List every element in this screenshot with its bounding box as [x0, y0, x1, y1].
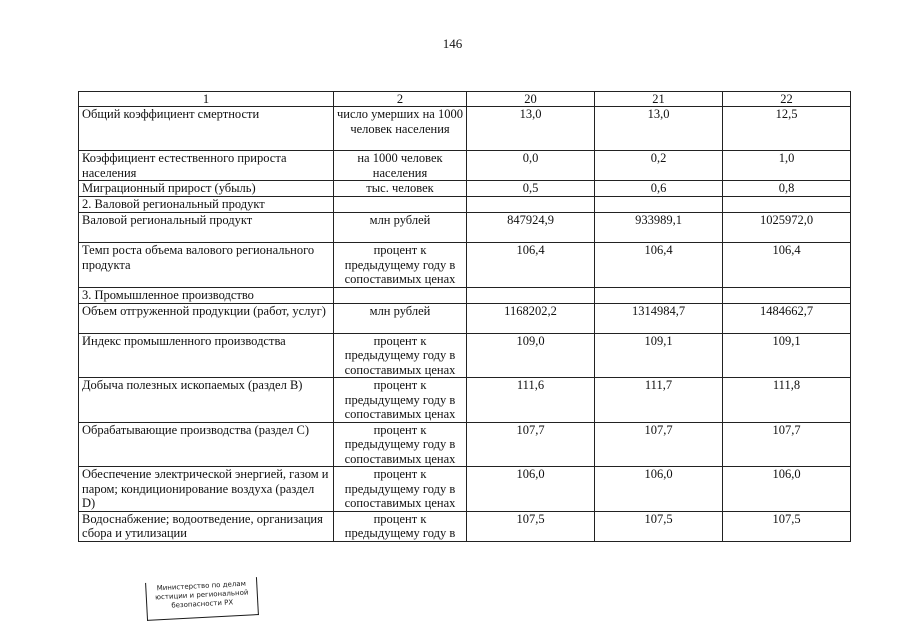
header-col-5: 22 [723, 92, 851, 107]
header-col-4: 21 [595, 92, 723, 107]
empty-cell [334, 197, 467, 213]
header-row [79, 92, 851, 107]
stamp-line-2: юстиции и региональной [154, 588, 249, 602]
indicators-table [78, 91, 851, 542]
value-col-22: 0,8 [723, 181, 851, 197]
value-col-21: 933989,1 [595, 213, 723, 243]
indicator-name: Добыча полезных ископаемых (раздел B) [79, 378, 334, 423]
unit-cell: тыс. человек [334, 181, 467, 197]
value-col-22: 106,0 [723, 467, 851, 512]
table-body [79, 107, 851, 542]
empty-cell [334, 287, 467, 303]
value-col-21: 0,2 [595, 151, 723, 181]
unit-cell: число умерших на 1000 человек населения [334, 107, 467, 151]
indicator-name: Коэффициент естественного прироста населения [79, 151, 334, 181]
value-col-20: 1168202,2 [467, 303, 595, 333]
table-row [79, 303, 851, 333]
page-number: 146 [442, 36, 463, 51]
value-col-20: 109,0 [467, 333, 595, 378]
table-row [79, 511, 851, 541]
value-col-21: 109,1 [595, 333, 723, 378]
value-col-22: 1,0 [723, 151, 851, 181]
table-row [79, 378, 851, 423]
indicator-name: Обеспечение электрической энергией, газом и паром; кондиционирование воздуха (раздел D) [79, 467, 334, 512]
value-col-21: 106,4 [595, 243, 723, 288]
empty-cell [595, 287, 723, 303]
value-col-21: 107,7 [595, 422, 723, 467]
empty-cell [467, 197, 595, 213]
header-col-2: 2 [334, 92, 467, 107]
value-col-22: 1484662,7 [723, 303, 851, 333]
indicator-name: Валовой региональный продукт [79, 213, 334, 243]
registration-stamp [145, 577, 259, 621]
section-title: 3. Промышленное производство [79, 287, 334, 303]
indicator-name: Миграционный прирост (убыль) [79, 181, 334, 197]
table-row [79, 333, 851, 378]
unit-cell: млн рублей [334, 303, 467, 333]
unit-cell: процент к предыдущему году в сопоставимых ценах [334, 422, 467, 467]
value-col-21: 107,5 [595, 511, 723, 541]
value-col-22: 106,4 [723, 243, 851, 288]
value-col-21: 13,0 [595, 107, 723, 151]
unit-cell: млн рублей [334, 213, 467, 243]
header-col-3: 20 [467, 92, 595, 107]
value-col-21: 106,0 [595, 467, 723, 512]
section-row [79, 197, 851, 213]
value-col-22: 109,1 [723, 333, 851, 378]
unit-cell: процент к предыдущему году в сопоставимых ценах [334, 378, 467, 423]
value-col-20: 0,0 [467, 151, 595, 181]
section-row [79, 287, 851, 303]
empty-cell [595, 197, 723, 213]
value-col-20: 111,6 [467, 378, 595, 423]
indicator-name: Водоснабжение; водоотведение, организация сбора и утилизации [79, 511, 334, 541]
value-col-22: 1025972,0 [723, 213, 851, 243]
indicator-name: Обрабатывающие производства (раздел C) [79, 422, 334, 467]
empty-cell [723, 287, 851, 303]
value-col-20: 847924,9 [467, 213, 595, 243]
header-col-1: 1 [79, 92, 334, 107]
table-row [79, 213, 851, 243]
value-col-22: 12,5 [723, 107, 851, 151]
indicator-name: Общий коэффициент смертности [79, 107, 334, 151]
value-col-20: 106,0 [467, 467, 595, 512]
unit-cell: процент к предыдущему году в сопоставимых ценах [334, 333, 467, 378]
stamp-line-1: Министерство по делам [156, 579, 247, 593]
value-col-22: 107,5 [723, 511, 851, 541]
stamp-line-3: безопасности РХ [171, 598, 234, 610]
value-col-20: 106,4 [467, 243, 595, 288]
value-col-20: 107,5 [467, 511, 595, 541]
value-col-21: 1314984,7 [595, 303, 723, 333]
empty-cell [723, 197, 851, 213]
indicator-name: Темп роста объема валового регионального продукта [79, 243, 334, 288]
unit-cell: процент к предыдущему году в сопоставимых ценах [334, 243, 467, 288]
indicator-name: Объем отгруженной продукции (работ, услуг) [79, 303, 334, 333]
table-row [79, 467, 851, 512]
table-row [79, 181, 851, 197]
value-col-20: 0,5 [467, 181, 595, 197]
section-title: 2. Валовой региональный продукт [79, 197, 334, 213]
table-row [79, 422, 851, 467]
table-row [79, 151, 851, 181]
value-col-21: 111,7 [595, 378, 723, 423]
unit-cell: процент к предыдущему году в [334, 511, 467, 541]
unit-cell: на 1000 человек населения [334, 151, 467, 181]
table-row [79, 243, 851, 288]
value-col-22: 107,7 [723, 422, 851, 467]
value-col-20: 13,0 [467, 107, 595, 151]
table-row [79, 107, 851, 151]
value-col-20: 107,7 [467, 422, 595, 467]
unit-cell: процент к предыдущему году в сопоставимых ценах [334, 467, 467, 512]
value-col-21: 0,6 [595, 181, 723, 197]
value-col-22: 111,8 [723, 378, 851, 423]
indicator-name: Индекс промышленного производства [79, 333, 334, 378]
empty-cell [467, 287, 595, 303]
